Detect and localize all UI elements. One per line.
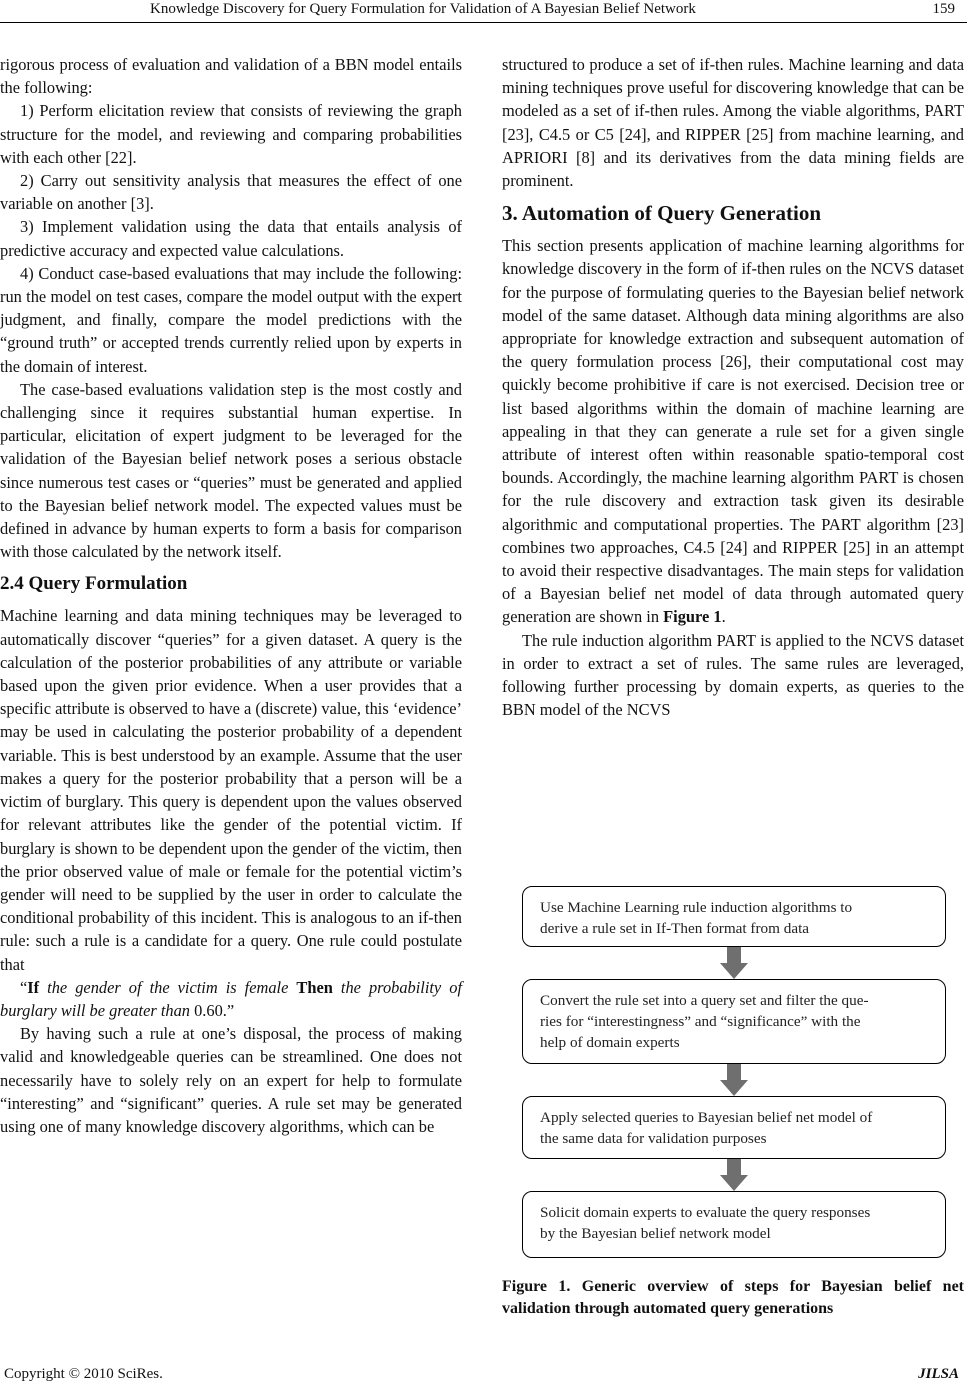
section-heading: 3. Automation of Query Generation	[502, 201, 822, 226]
left-column	[0, 53, 462, 1138]
flowchart-step-3	[522, 1096, 946, 1159]
step-line: by the Bayesian belief network model	[540, 1225, 771, 1242]
subsection-heading: 2.4 Query Formulation	[0, 573, 188, 595]
down-arrow-icon	[720, 1159, 748, 1191]
paragraph: By having such a rule at one’s disposal, the process of making valid and knowledgeable queries can be streamlined. One does not necessarily have to solely rely on an expert for help to formulate “interesting” and “significant” queries. A rule set may be generated using one of many knowledge discovery algorithms, which can be	[0, 1024, 462, 1136]
flowchart-step-4	[522, 1191, 946, 1258]
step-line: Solicit domain experts to evaluate the query responses	[540, 1204, 871, 1221]
flowchart-step-2	[522, 979, 946, 1064]
list-item-case-based-evaluations: 4) Conduct case-based evaluations that may include the following: run the model on test cases, compare the model output with the expert judgment, and finally, compare the model predictions with the “ground truth” or accepted trends currently relied upon by experts in the domain of interest.	[0, 263, 462, 376]
list-item-sensitivity-analysis: 2) Carry out sensitivity analysis that measures the effect of one variable on another [3].	[0, 171, 462, 214]
paragraph: Machine learning and data mining techniques may be leveraged to automatically discover “queries” for a given dataset. A query is the calculation of the posterior probabilities of any attribute or variable based upon the given prior evidence. When a user provides that a specific attribute is observed to have a (discrete) value, this ‘evidence’ may be used in calculating the posterior probability of a dependent variable. This is best understood by an example. Assume that the user makes a query for the posterior probability that a person will be a victim of burglary. This query is dependent upon the values observed for relevant attributes like the gender of the potential victim. If burglary is shown to be dependent upon the gender of the victim, then the prior observed value of male or female for the potential victim’s gender will need to be supplied by the user in order to calculate the conditional probability of this incident. This is analogous to an if-then rule: such a rule is a candidate for a query. One rule could postulate that	[0, 606, 462, 974]
list-item-elicitation-review: 1) Perform elicitation review that consists of reviewing the graph structure for the model, and reviewing and comparing probabilities with each other [22].	[0, 101, 462, 167]
paragraph: This section presents application of machine learning algorithms for knowledge discovery in the form of if-then rules on the NCVS dataset for the purpose of formulating queries to the Bayesian belief network model of the same dataset. Although data mining algorithms are also appropriate for knowledge extraction and subsequent automation of the query formulation process [26], their computational cost may quickly become prohibitive if care is not exercised. Decision tree or list based algorithms within the domain of machine learning are appealing in that they can generate a rule set for a given single attribute of interest often within reasonable spatio-temporal cost bounds. Accordingly, the machine learning algorithm PART is chosen for the rule discovery and extraction task given its desirable algorithmic and computational properties. The PART algorithm [23] combines two approaches, C4.5 [24] and RIPPER [25] in an attempt to avoid their respective disadvantages. The main steps for validation of a Bayesian belief net model of data through automated query generation are shown in Figure 1.	[502, 236, 964, 627]
rule-then-keyword: Then	[296, 977, 333, 997]
paragraph: rigorous process of evaluation and validation of a BBN model entails the following:	[0, 55, 462, 98]
step-line: Use Machine Learning rule induction algorithms to	[540, 899, 853, 916]
step-line: ries for “interestingness” and “significance” with the	[540, 1013, 861, 1030]
step-line: derive a rule set in If-Then format from data	[540, 920, 810, 937]
running-title: Knowledge Discovery for Query Formulation for Validation of A Bayesian Belief Network	[150, 1, 696, 17]
journal-name: JILSA	[918, 1366, 959, 1382]
page-footer	[0, 1366, 967, 1386]
figure-reference-link[interactable]: Figure 1	[663, 607, 722, 627]
down-arrow-icon	[720, 947, 748, 979]
rule-if-keyword: If	[27, 977, 40, 997]
paragraph: structured to produce a set of if-then rules. Machine learning and data mining techniques prove useful for discovering knowledge that can be modeled as a set of if-then rules. Among the viable algorithms, PART [23], C4.5 or C5 [24], and RIPPER [25] from machine learning, and APRIORI [8] and its derivatives from the data mining fields are prominent.	[502, 55, 964, 191]
right-column	[502, 53, 964, 721]
paragraph: The case-based evaluations validation step is the most costly and challenging since it requires substantial human expertise. In particular, elicitation of expert judgment to be leveraged for the validation of the Bayesian belief network poses a serious obstacle since numerous test cases or “queries” must be generated and applied to the Bayesian belief network model. The expected values must be defined in advance by human experts to form a basis for comparison with those calculated by the network itself.	[0, 379, 462, 562]
flowchart-step-1	[522, 886, 946, 947]
paragraph: The rule induction algorithm PART is applied to the NCVS dataset in order to extract a set of rules. The same rules are leveraged, following further processing by domain experts, as queries to the BBN model of the NCVS	[502, 630, 964, 720]
copyright-notice: Copyright © 2010 SciRes.	[4, 1366, 163, 1382]
page-header	[0, 0, 967, 23]
figure-caption: Figure 1. Generic overview of steps for Bayesian belief net validation through automated query generations	[502, 1278, 964, 1317]
down-arrow-icon	[720, 1064, 748, 1096]
step-line: help of domain experts	[540, 1034, 680, 1051]
page-number: 159	[932, 1, 955, 17]
step-line: Convert the rule set into a query set and filter the que-	[540, 992, 869, 1009]
step-line: Apply selected queries to Bayesian belief net model of	[540, 1109, 873, 1126]
example-rule: “If the gender of the victim is female Then the probability of burglary will be greater than 0.60.”	[0, 977, 462, 1020]
flowchart-figure	[522, 886, 946, 1258]
step-line: the same data for validation purposes	[540, 1130, 767, 1147]
list-item-validation-using-data: 3) Implement validation using the data that entails analysis of predictive accuracy and expected value calculations.	[0, 217, 462, 260]
